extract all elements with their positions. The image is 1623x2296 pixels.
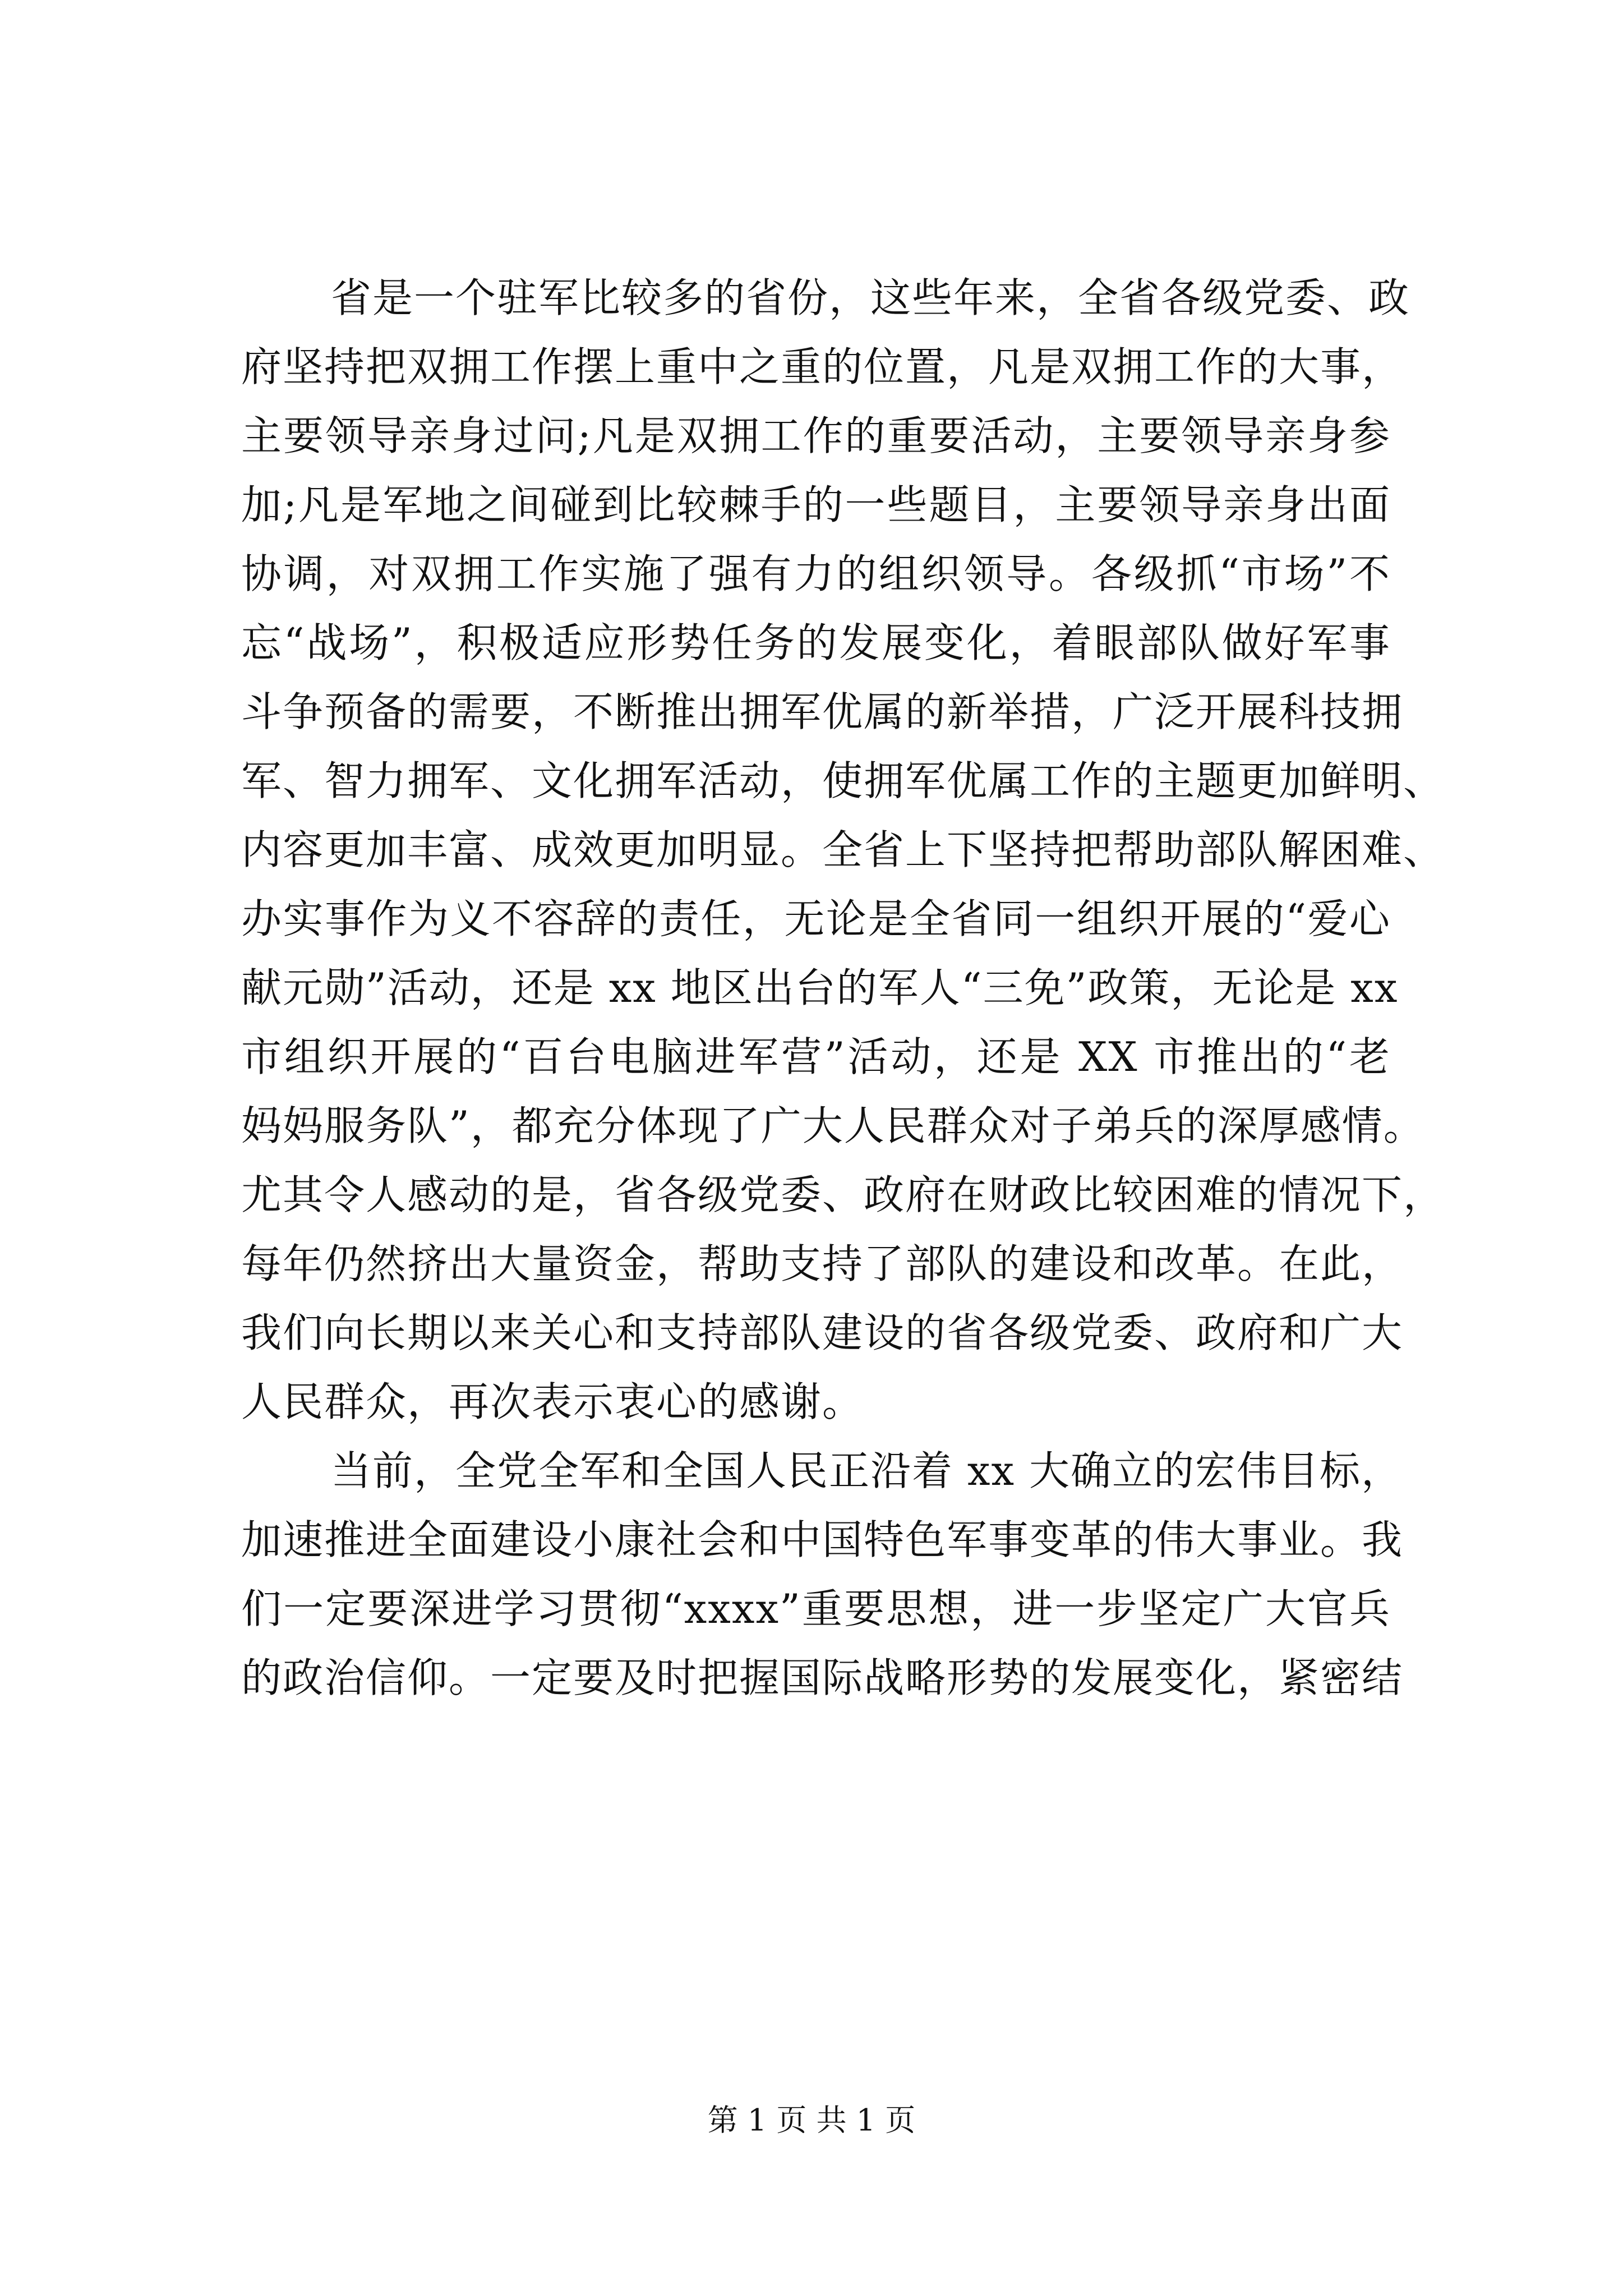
text-line: 加速推进全面建设小康社会和中国特色军事变革的伟大事业。我 <box>241 1516 1404 1563</box>
document-body <box>241 264 1445 1713</box>
text-line: 当前，全党全军和全国人民正沿着 xx 大确立的宏伟目标， <box>331 1447 1403 1494</box>
text-line: 省是一个驻军比较多的省份，这些年来，全省各级党委、政 <box>331 274 1410 321</box>
text-line: 人民群众，再次表示衷心的感谢。 <box>241 1378 864 1425</box>
text-line: 主要领导亲身过问;凡是双拥工作的重要活动，主要领导亲身参 <box>241 412 1391 459</box>
text-line: 军、智力拥军、文化拥军活动，使拥军优属工作的主题更加鲜明、 <box>241 757 1445 804</box>
text-line: 办实事作为义不容辞的责任，无论是全省同一组织开展的“爱心 <box>241 895 1391 942</box>
text-line: 每年仍然挤出大量资金，帮助支持了部队的建设和改革。在此， <box>241 1240 1404 1287</box>
text-line: 忘“战场”，积极适应形势任务的发展变化，着眼部队做好军事 <box>241 619 1391 666</box>
text-line: 们一定要深进学习贯彻“xxxx”重要思想，进一步坚定广大官兵 <box>241 1585 1391 1632</box>
text-line: 市组织开展的“百台电脑进军营”活动，还是 XX 市推出的“老 <box>241 1033 1391 1080</box>
text-line: 献元勋”活动，还是 xx 地区出台的军人“三免”政策，无论是 xx <box>241 964 1399 1011</box>
text-line: 协调，对双拥工作实施了强有力的组织领导。各级抓“市场”不 <box>241 550 1391 597</box>
text-line: 的政治信仰。一定要及时把握国际战略形势的发展变化，紧密结 <box>241 1654 1404 1701</box>
page-number-label: 第 1 页 共 1 页 <box>707 2102 916 2138</box>
text-line: 加;凡是军地之间碰到比较棘手的一些题目，主要领导亲身出面 <box>241 481 1391 528</box>
text-line: 府坚持把双拥工作摆上重中之重的位置，凡是双拥工作的大事， <box>241 343 1404 390</box>
text-line: 斗争预备的需要，不断推出拥军优属的新举措，广泛开展科技拥 <box>241 688 1404 735</box>
text-line: 尤其令人感动的是，省各级党委、政府在财政比较困难的情况下， <box>241 1171 1445 1218</box>
page-footer <box>0 2101 1623 2140</box>
text-line: 内容更加丰富、成效更加明显。全省上下坚持把帮助部队解困难、 <box>241 826 1445 873</box>
text-line: 妈妈服务队”，都充分体现了广大人民群众对子弟兵的深厚感情。 <box>241 1102 1425 1149</box>
text-line: 我们向长期以来关心和支持部队建设的省各级党委、政府和广大 <box>241 1309 1404 1356</box>
